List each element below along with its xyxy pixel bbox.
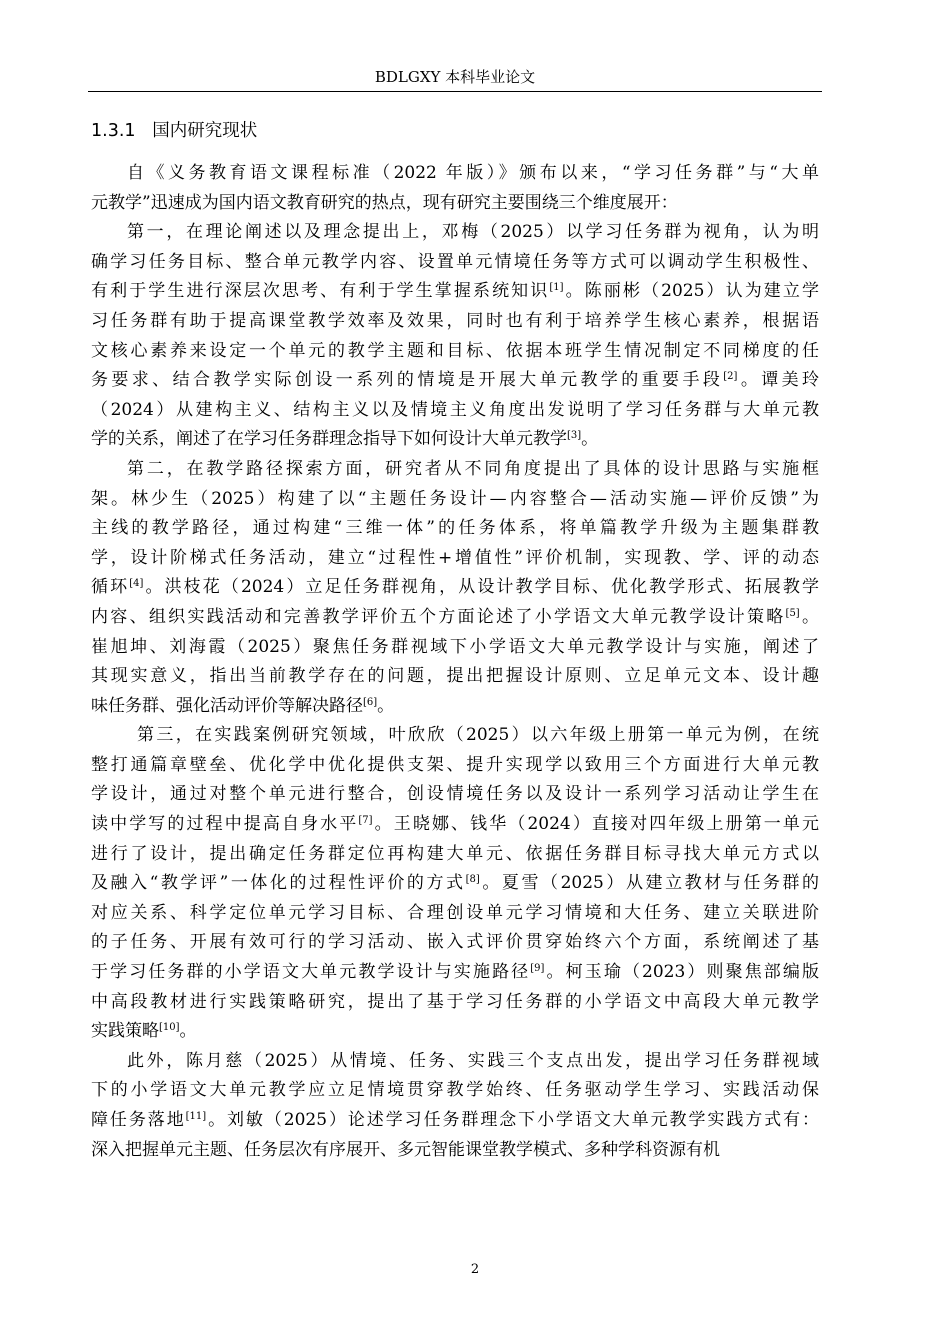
- text-line: [91, 189, 819, 219]
- text-line: [91, 396, 819, 426]
- line-text: 习任务群有助于提高课堂教学效率及效果，同时也有利于培养学生核心素养，根据语: [91, 310, 819, 331]
- text-line: [91, 1136, 819, 1166]
- line-text: 第二，在教学路径探索方面，研究者从不同角度提出了具体的设计思路与实施框: [127, 458, 819, 479]
- text-line: [91, 544, 819, 574]
- line-text: 元教学”迅速成为国内语文教育研究的热点，现有研究主要围绕三个维度展开：: [91, 192, 678, 213]
- line-text: 确学习任务目标、整合单元教学内容、设置单元情境任务等方式可以调动学生积极性、: [91, 251, 819, 272]
- line-text: 中高段教材进行实践策略研究，提出了基于学习任务群的小学语文中高段大单元教学: [91, 991, 819, 1012]
- line-text: 实践策略: [91, 1021, 159, 1042]
- line-text: 进行了设计，提出确定任务群定位再构建大单元、依据任务群目标寻找大单元方式以: [91, 843, 819, 864]
- text-line: [91, 692, 819, 722]
- line-text-continued: 。谭美玲: [737, 370, 819, 391]
- line-text: 第一，在理论阐述以及理念提出上，邓梅（2025）以学习任务群为视角，认为明: [127, 222, 819, 243]
- line-text: 自《义务教育语文课程标准（2022 年版）》颁布以来，“学习任务群”与“大单: [127, 163, 819, 183]
- citation-ref: [10]: [159, 1022, 180, 1034]
- citation-ref: [7]: [358, 815, 373, 827]
- header-rule: [88, 91, 822, 92]
- text-line: [91, 603, 819, 633]
- line-text-continued: 。柯玉瑜（2023）则聚焦部编版: [544, 962, 819, 983]
- text-line: [91, 780, 819, 810]
- line-text: （2024）从建构主义、结构主义以及情境主义角度出发说明了学习任务群与大单元教: [91, 399, 819, 420]
- page-number: 2: [470, 1262, 480, 1277]
- text-line: [91, 1106, 819, 1136]
- line-text: 整打通篇章壁垒、优化学中优化提供支架、提升实现学以致用三个方面进行大单元教: [91, 754, 819, 775]
- text-line: [91, 337, 819, 367]
- citation-ref: [11]: [185, 1111, 207, 1122]
- citation-ref: [5]: [785, 607, 800, 619]
- line-text-continued: 。夏雪（2025）从建立教材与任务群的: [479, 873, 819, 894]
- line-text-continued: 。王晓娜、钱华（2024）直接对四年级上册第一单元: [372, 814, 819, 835]
- text-line: [91, 1076, 819, 1106]
- citation-ref: [3]: [567, 430, 582, 442]
- line-text: 此外，陈月慈（2025）从情境、任务、实践三个支点出发，提出学习任务群视域: [127, 1050, 819, 1071]
- line-text-continued: 。: [377, 695, 395, 716]
- citation-ref: [2]: [723, 371, 738, 383]
- text-line: [91, 159, 819, 189]
- text-line: [91, 958, 819, 988]
- citation-ref: [6]: [363, 696, 378, 708]
- line-text: 第三，在实践案例研究领域，叶欣欣（2025）以六年级上册第一单元为例，在统: [137, 725, 819, 746]
- citation-ref: [4]: [129, 578, 144, 590]
- text-line: [91, 810, 819, 840]
- text-line: [91, 1047, 819, 1077]
- line-text-continued: 。陈丽彬（2025）认为建立学: [563, 281, 819, 302]
- text-line: [91, 1017, 819, 1047]
- line-text-continued: 。: [179, 1021, 197, 1042]
- line-text: 的子任务、开展有效可行的学习活动、嵌入式评价贯穿始终六个方面，系统阐述了基: [91, 932, 819, 953]
- line-text: 读中学写的过程中提高自身水平: [91, 814, 359, 835]
- text-line: [91, 573, 819, 603]
- text-line: [91, 633, 819, 663]
- line-text: 对应关系、科学定位单元学习目标、合理创设单元学习情境和大任务、建立关联进阶: [91, 902, 819, 923]
- line-text: 学设计，通过对整个单元进行整合，创设情境任务以及设计一系列学习活动让学生在: [91, 784, 819, 805]
- line-text: 学，设计阶梯式任务活动，建立“过程性+增值性”评价机制，实现教、学、评的动态: [91, 547, 819, 568]
- line-text: 文核心素养来设定一个单元的教学主题和目标、依据本班学生情况制定不同梯度的任: [91, 340, 819, 361]
- paragraph: [91, 159, 819, 218]
- text-line: [91, 751, 819, 781]
- line-text: 味任务群、强化活动评价等解决路径: [91, 695, 363, 716]
- line-text: 及融入“教学评”一体化的过程性评价的方式: [91, 873, 466, 894]
- text-line: [91, 869, 819, 899]
- text-line: [91, 840, 819, 870]
- text-line: [91, 366, 819, 396]
- text-line: [91, 277, 819, 307]
- citation-ref: [9]: [530, 963, 545, 975]
- text-line: [91, 899, 819, 929]
- text-line: [91, 485, 819, 515]
- line-text: 内容、组织实践活动和完善教学评价五个方面论述了小学语文大单元教学设计策略: [91, 606, 786, 627]
- line-text: 深入把握单元主题、任务层次有序展开、多元智能课堂教学模式、多种学科资源有机: [91, 1139, 720, 1160]
- text-line: [91, 928, 819, 958]
- text-line: [91, 988, 819, 1018]
- line-text: 循环: [91, 577, 130, 598]
- line-text: 障任务落地: [91, 1110, 186, 1130]
- page-header: BDLGXY 本科毕业论文: [374, 68, 536, 86]
- line-text: 其现实意义，指出当前教学存在的问题，提出把握设计原则、立足单元文本、设计趣: [91, 666, 819, 687]
- text-line: [91, 218, 819, 248]
- citation-ref: [1]: [549, 282, 564, 294]
- line-text-continued: 。: [581, 429, 599, 450]
- text-line: [91, 307, 819, 337]
- line-text: 务要求、结合教学实际创设一系列的情境是开展大单元教学的重要手段: [91, 370, 724, 391]
- text-line: [91, 248, 819, 278]
- paragraph: [91, 218, 819, 455]
- text-line: [91, 514, 819, 544]
- line-text: 下的小学语文大单元教学应立足情境贯穿教学始终、任务驱动学生学习、实践活动保: [91, 1080, 819, 1101]
- body-text: [91, 159, 819, 1165]
- line-text: 主线的教学路径，通过构建“三维一体”的任务体系，将单篇教学升级为主题集群教: [91, 518, 819, 539]
- line-text: 于学习任务群的小学语文大单元教学设计与实施路径: [91, 962, 531, 983]
- paragraph: [91, 455, 819, 721]
- section-heading: 1.3.1 国内研究现状: [91, 121, 258, 141]
- line-text-continued: 。: [799, 606, 819, 627]
- paragraph: [91, 721, 819, 1047]
- line-text: 崔旭坤、刘海霞（2025）聚焦任务群视域下小学语文大单元教学设计与实施，阐述了: [91, 636, 819, 657]
- line-text-continued: 。洪枝花（2024）立足任务群视角，从设计教学目标、优化教学形式、拓展教学: [143, 577, 819, 598]
- citation-ref: [8]: [465, 874, 480, 886]
- line-text: 有利于学生进行深层次思考、有利于学生掌握系统知识: [91, 281, 550, 302]
- line-text: 学的关系，阐述了在学习任务群理念指导下如何设计大单元教学: [91, 429, 567, 450]
- text-line: [91, 662, 819, 692]
- text-line: [91, 721, 819, 751]
- line-text-continued: 。刘敏（2025）论述学习任务群理念下小学语文大单元教学实践方式有：: [206, 1110, 819, 1130]
- line-text: 架。林少生（2025）构建了以“主题任务设计—内容整合—活动实施—评价反馈”为: [91, 488, 819, 509]
- text-line: [91, 455, 819, 485]
- text-line: [91, 425, 819, 455]
- paragraph: [91, 1047, 819, 1165]
